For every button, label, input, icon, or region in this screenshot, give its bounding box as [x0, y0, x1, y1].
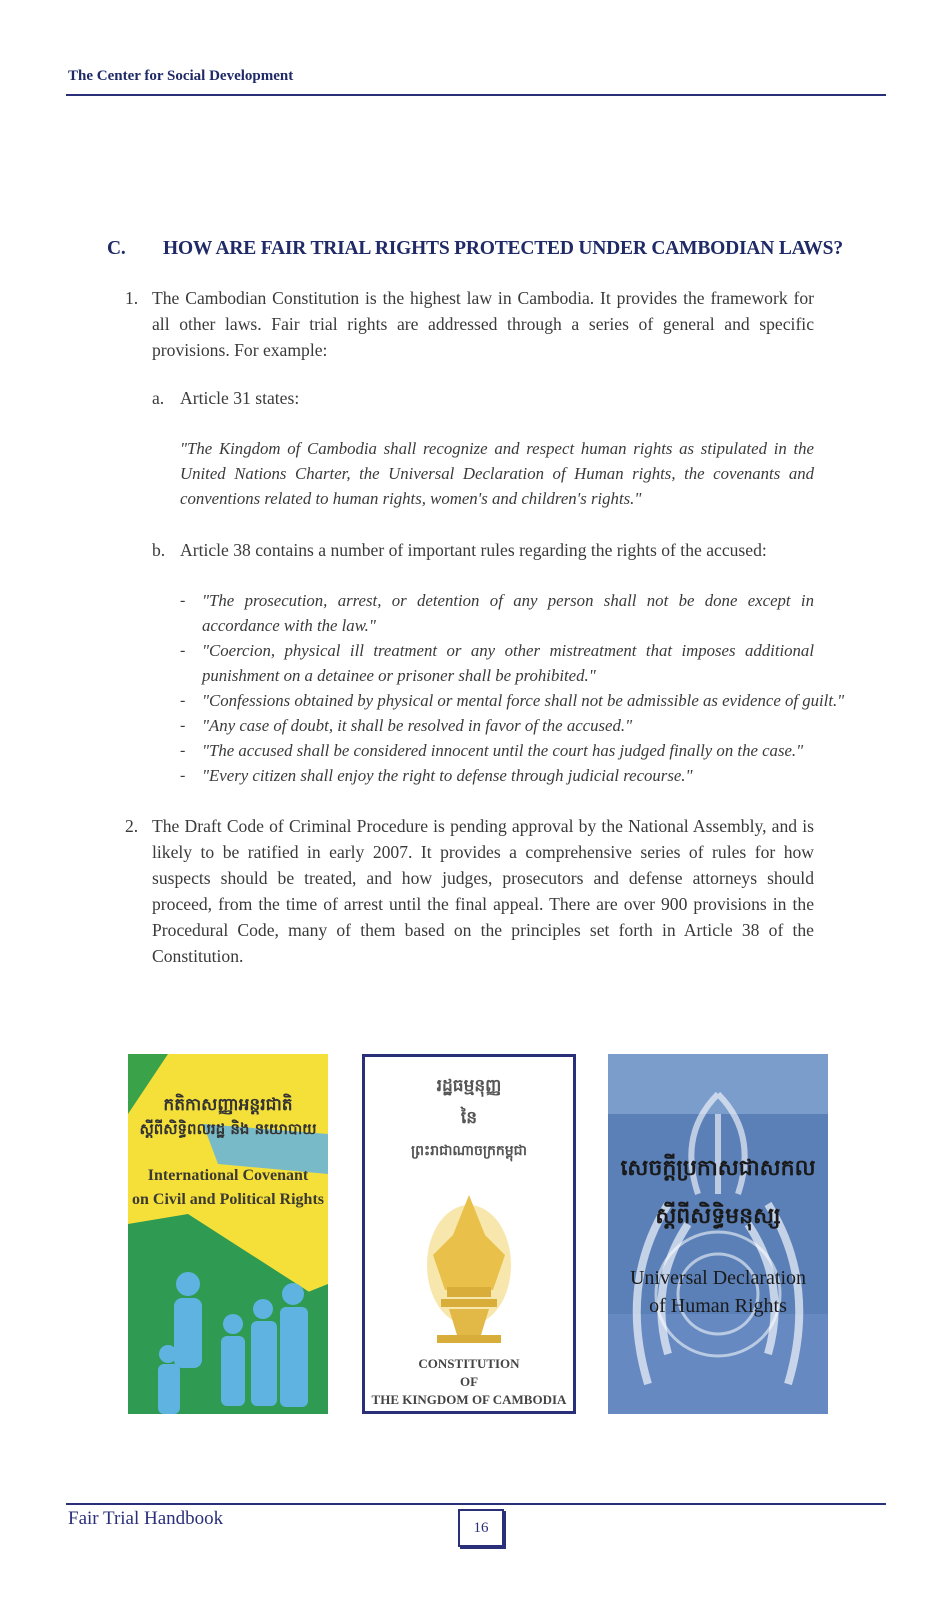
bullet-dash: - — [180, 717, 186, 734]
header-title: The Center for Social Development — [68, 68, 294, 84]
footer-divider — [66, 1503, 886, 1505]
udhr-khmer-line1: សេចក្តីប្រកាសជាសកល — [620, 1156, 816, 1181]
udhr-english-line1: Universal Declaration — [629, 1267, 807, 1289]
royal-emblem-icon — [365, 1175, 573, 1355]
constitution-english-line2: OF — [459, 1374, 479, 1389]
article38-bullet: "Every citizen shall enjoy the right to defense through judicial recourse." — [202, 766, 693, 785]
section-letter: C. — [107, 238, 126, 259]
article38-bullet: "The accused shall be considered innocent until the court has judged finally on the case." — [202, 741, 804, 760]
constitution-khmer-line3: ព្រះរាជាណាចក្រកម្ពុជា — [410, 1143, 527, 1159]
iccpr-khmer-line1: កតិកាសញ្ញាអន្តរជាតិ — [163, 1095, 293, 1115]
item1a-label: a. — [152, 388, 165, 408]
udhr-khmer-line2: ស្តីពីសិទ្ធិមនុស្ស — [655, 1204, 781, 1229]
udhr-cover-image — [608, 1054, 828, 1414]
item2-number: 2. — [125, 816, 139, 836]
bullet-dash: - — [180, 642, 186, 659]
constitution-english-line3: THE KINGDOM OF CAMBODIA — [371, 1392, 567, 1407]
section-heading — [107, 238, 843, 260]
footer-title: Fair Trial Handbook — [68, 1508, 224, 1529]
bullet-dash: - — [180, 742, 186, 759]
article31-quote: "The Kingdom of Cambodia shall recognize and respect human rights as stipulated in the United Nations Charter, the Universal Declaration of Human rights, the covenants and conventions related to human rights, women's and children's rights." — [180, 439, 814, 508]
bullet-dash: - — [180, 767, 186, 784]
item1-text: The Cambodian Constitution is the highest law in Cambodia. It provides the framework for all other laws. Fair trial rights are addressed through a series of general and specific provisions. For example: — [152, 288, 814, 360]
iccpr-english-title — [128, 1164, 328, 1212]
article38-bullet: "Any case of doubt, it shall be resolved in favor of the accused." — [202, 716, 633, 735]
iccpr-english-line1: International Covenant — [147, 1167, 309, 1184]
constitution-cover-image — [362, 1054, 576, 1414]
item2-text: The Draft Code of Criminal Procedure is pending approval by the National Assembly, and is likely to be ratified in early 2007. It provides a comprehensive series of rules for how suspects should be treated, and how judges, prosecutors and defense attorneys should proceed, from the time of arrest until the final appeal. There are over 900 provisions in the Procedural Code, many of them based on the principles set forth in Article 38 of the Constitution. — [152, 816, 814, 966]
page-number: 16 — [458, 1509, 504, 1547]
item1a-text: Article 31 states: — [180, 388, 300, 408]
item1b-label: b. — [152, 540, 166, 560]
udhr-english-line2: of Human Rights — [649, 1295, 787, 1317]
article38-bullet: "Coercion, physical ill treatment or any other mistreatment that imposes additional punishment on a detainee or prisoner shall be prohibited." — [202, 641, 814, 685]
article38-bullet: "Confessions obtained by physical or mental force shall not be admissible as evidence of guilt." — [202, 691, 845, 710]
bullet-dash: - — [180, 692, 186, 709]
constitution-khmer-line2: នៃ — [460, 1108, 478, 1128]
iccpr-cover-image — [128, 1054, 328, 1414]
bullet-dash: - — [180, 592, 186, 609]
un-emblem-icon — [608, 1054, 828, 1414]
item1-number: 1. — [125, 288, 139, 308]
udhr-english-title — [608, 1264, 828, 1320]
iccpr-english-line2: on Civil and Political Rights — [131, 1191, 325, 1208]
constitution-english-title — [365, 1355, 573, 1409]
constitution-english-line1: CONSTITUTION — [418, 1356, 520, 1371]
item1b-text: Article 38 contains a number of important rules regarding the rights of the accused: — [180, 540, 767, 560]
article38-bullet: "The prosecution, arrest, or detention of any person shall not be done except in accordance with the law." — [202, 591, 814, 635]
section-title: HOW ARE FAIR TRIAL RIGHTS PROTECTED UNDER CAMBODIAN LAWS? — [163, 238, 843, 259]
iccpr-khmer-line2: ស្តីពីសិទ្ធិពលរដ្ឋ និង នយោបាយ — [139, 1120, 317, 1138]
header-divider — [66, 94, 886, 96]
constitution-khmer-line1: រដ្ឋធម្មនុញ្ញ — [436, 1076, 502, 1096]
